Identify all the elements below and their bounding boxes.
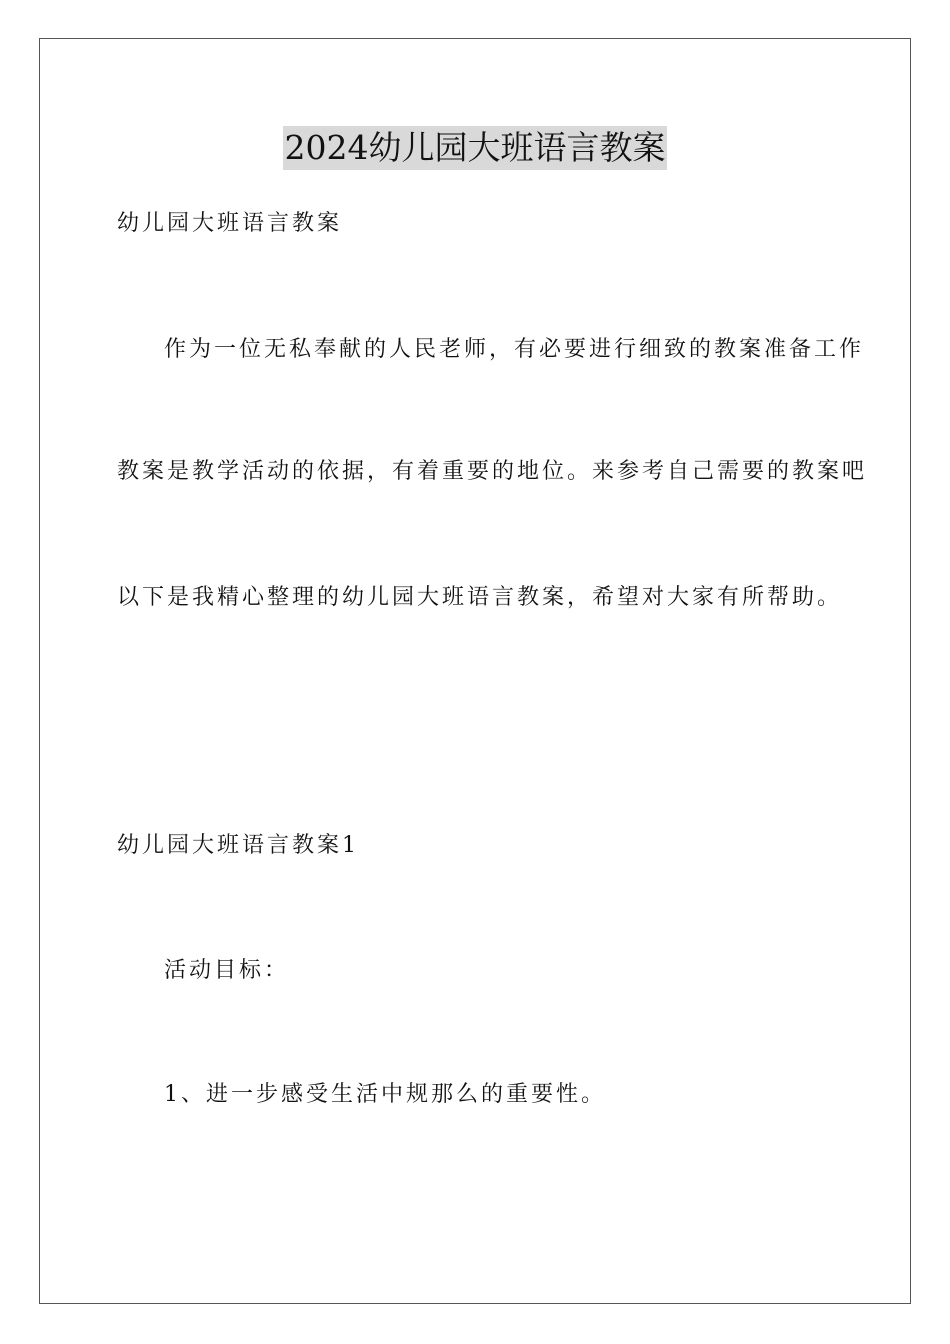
intro-line-1: 作为一位无私奉献的人民老师，有必要进行细致的教案准备工作	[164, 337, 865, 362]
goal-item-1: 1、进一步感受生活中规那么的重要性。	[164, 1082, 606, 1107]
title-container	[0, 126, 950, 170]
goals-label: 活动目标：	[164, 958, 290, 983]
intro-line-3: 以下是我精心整理的幼儿园大班语言教案，希望对大家有所帮助。	[117, 585, 843, 610]
intro-line-2: 教案是教学活动的依据，有着重要的地位。来参考自己需要的教案吧	[117, 459, 868, 484]
section-heading: 幼儿园大班语言教案1	[117, 833, 359, 858]
document-subtitle: 幼儿园大班语言教案	[117, 211, 343, 236]
document-title: 2024幼儿园大班语言教案	[283, 126, 668, 170]
